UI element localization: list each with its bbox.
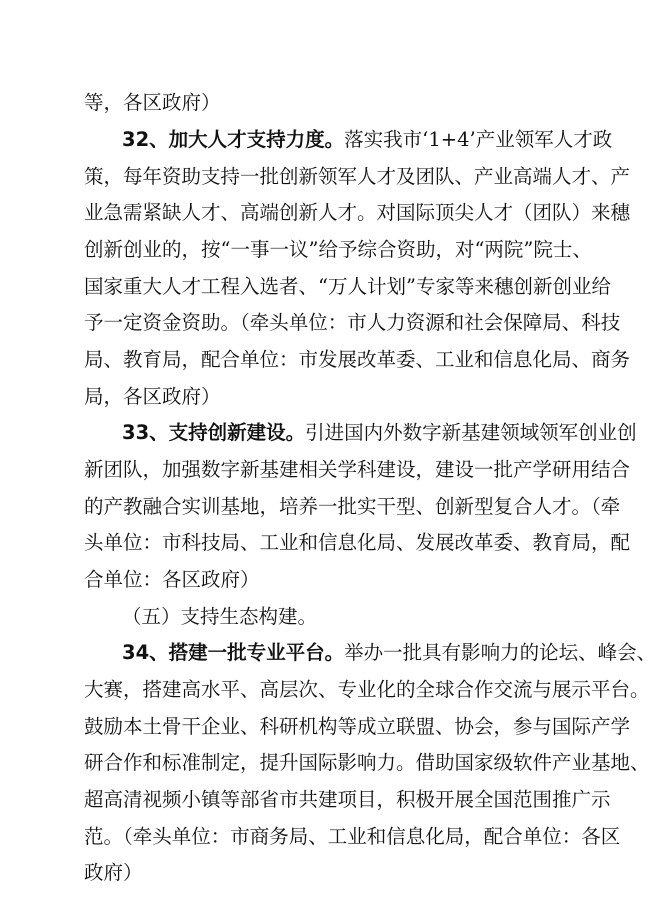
line-text: 大赛，搭建高水平、高层次、专业化的全球合作交流与展示平台。 — [84, 678, 650, 701]
text-line — [84, 90, 574, 115]
text-line — [84, 530, 631, 555]
text-line — [84, 200, 631, 225]
section-heading — [122, 604, 574, 629]
text-line — [84, 347, 631, 372]
item-33-title: 33、支持创新建设。 — [122, 421, 306, 444]
text-line — [84, 860, 574, 885]
line-text: 的产教融合实训基地，培养一批实干型、创新型复合人才。（牵 — [84, 495, 621, 518]
line-text: 落实我市‘1+4’产业领军人才政 — [344, 128, 613, 151]
text-line — [84, 310, 621, 335]
line-text: 局、教育局，配合单位：市发展改革委、工业和信息化局、商务 — [84, 348, 631, 371]
line-text: 超高清视频小镇等部省市共建项目，积极开展全国范围推广示 — [84, 788, 611, 811]
line-text: 研合作和标准制定，提升国际影响力。借助国家级软件产业基地、 — [84, 751, 650, 774]
text-line — [84, 750, 650, 775]
line-text: 举办一批具有影响力的论坛、峰会、 — [344, 641, 656, 664]
line-text: 合单位：各区政府） — [84, 568, 260, 591]
line-text: 业急需紧缺人才、高端创新人才。对国际顶尖人才（团队）来穗 — [84, 201, 631, 224]
text-line — [84, 787, 611, 812]
text-line — [84, 494, 621, 519]
line-text: 鼓励本土骨干企业、科研机构等成立联盟、协会，参与国际产学 — [84, 715, 631, 738]
text-line — [84, 714, 631, 739]
text-line — [84, 567, 574, 592]
line-text: 局，各区政府） — [84, 385, 221, 408]
item-34-title: 34、搭建一批专业平台。 — [122, 641, 345, 664]
text-line — [84, 384, 574, 409]
item-32-heading-line — [122, 127, 613, 152]
line-text: 头单位：市科技局、工业和信息化局、发展改革委、教育局，配 — [84, 531, 631, 554]
line-text: 范。（牵头单位：市商务局、工业和信息化局，配合单位：各区 — [84, 825, 621, 848]
text-line — [84, 274, 611, 299]
text-line — [84, 677, 650, 702]
line-text: 予一定资金资助。（牵头单位：市人力资源和社会保障局、科技 — [84, 311, 621, 334]
line-text: 国家重大人才工程入选者、“万人计划”专家等来穗创新创业给 — [84, 275, 611, 298]
line-text: 等，各区政府） — [84, 91, 221, 114]
line-text: 策，每年资助支持一批创新领军人才及团队、产业高端人才、产 — [84, 165, 631, 188]
text-line — [84, 164, 631, 189]
text-line — [84, 237, 592, 262]
item-33-heading-line — [122, 420, 637, 445]
text-line — [84, 824, 621, 849]
section-title: （五）支持生态构建。 — [122, 605, 318, 628]
text-line — [84, 457, 631, 482]
item-34-heading-line — [122, 640, 656, 665]
item-32-title: 32、加大人才支持力度。 — [122, 128, 345, 151]
line-text: 引进国内外数字新基建领域领军创业创 — [305, 421, 637, 444]
line-text: 政府） — [84, 861, 143, 884]
line-text: 新团队，加强数字新基建相关学科建设，建设一批产学研用结合 — [84, 458, 631, 481]
line-text: 创新创业的，按“一事一议”给予综合资助，对“两院”院士、 — [84, 238, 592, 261]
